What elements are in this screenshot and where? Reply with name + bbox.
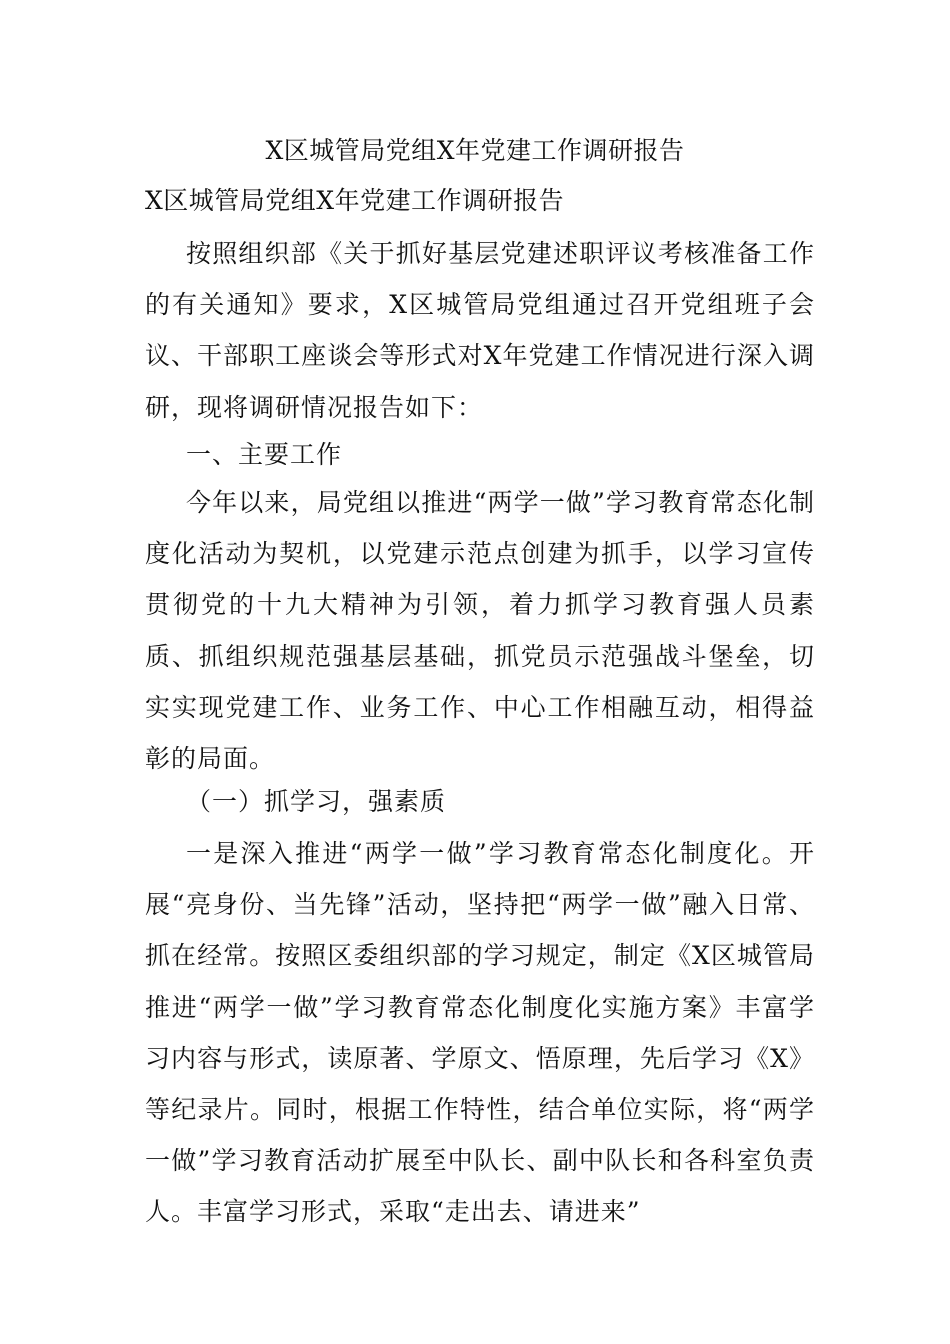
section-paragraph-main-work: 今年以来，局党组以推进“两学一做”学习教育常态化制度化活动为契机，以党建示范点创建为抓手，以学习宣传贯彻党的十九大精神为引领，着力抓学习教育强人员素质、抓组织规范强基层基础，抓党员示范强战斗堡垒，切实实现党建工作、业务工作、中心工作相融互动，相得益彰的局面。	[145, 488, 815, 774]
document-subtitle: X区城管局党组X年党建工作调研报告	[145, 186, 565, 215]
subsection-heading-study: （一）抓学习，强素质	[186, 787, 447, 816]
section-heading-main-work: 一、主要工作	[186, 440, 343, 469]
document-title: X区城管局党组X年党建工作调研报告	[265, 136, 685, 165]
intro-paragraph: 按照组织部《关于抓好基层党建述职评议考核准备工作的有关通知》要求，X区城管局党组通过召开党组班子会议、干部职工座谈会等形式对X年党建工作情况进行深入调研，现将调研情况报告如下：	[145, 239, 815, 422]
subsection-paragraph-study: 一是深入推进“两学一做”学习教育常态化制度化。开展“亮身份、当先锋”活动，坚持把“两学一做”融入日常、抓在经常。按照区委组织部的学习规定，制定《X区城管局推进“两学一做”学习教育常态化制度化实施方案》丰富学习内容与形式，读原著、学原文、悟原理，先后学习《X》等纪录片。同时，根据工作特性，结合单位实际，将“两学一做”学习教育活动扩展至中队长、副中队长和各科室负责人。丰富学习形式，采取“走出去、请进来”	[145, 839, 815, 1227]
